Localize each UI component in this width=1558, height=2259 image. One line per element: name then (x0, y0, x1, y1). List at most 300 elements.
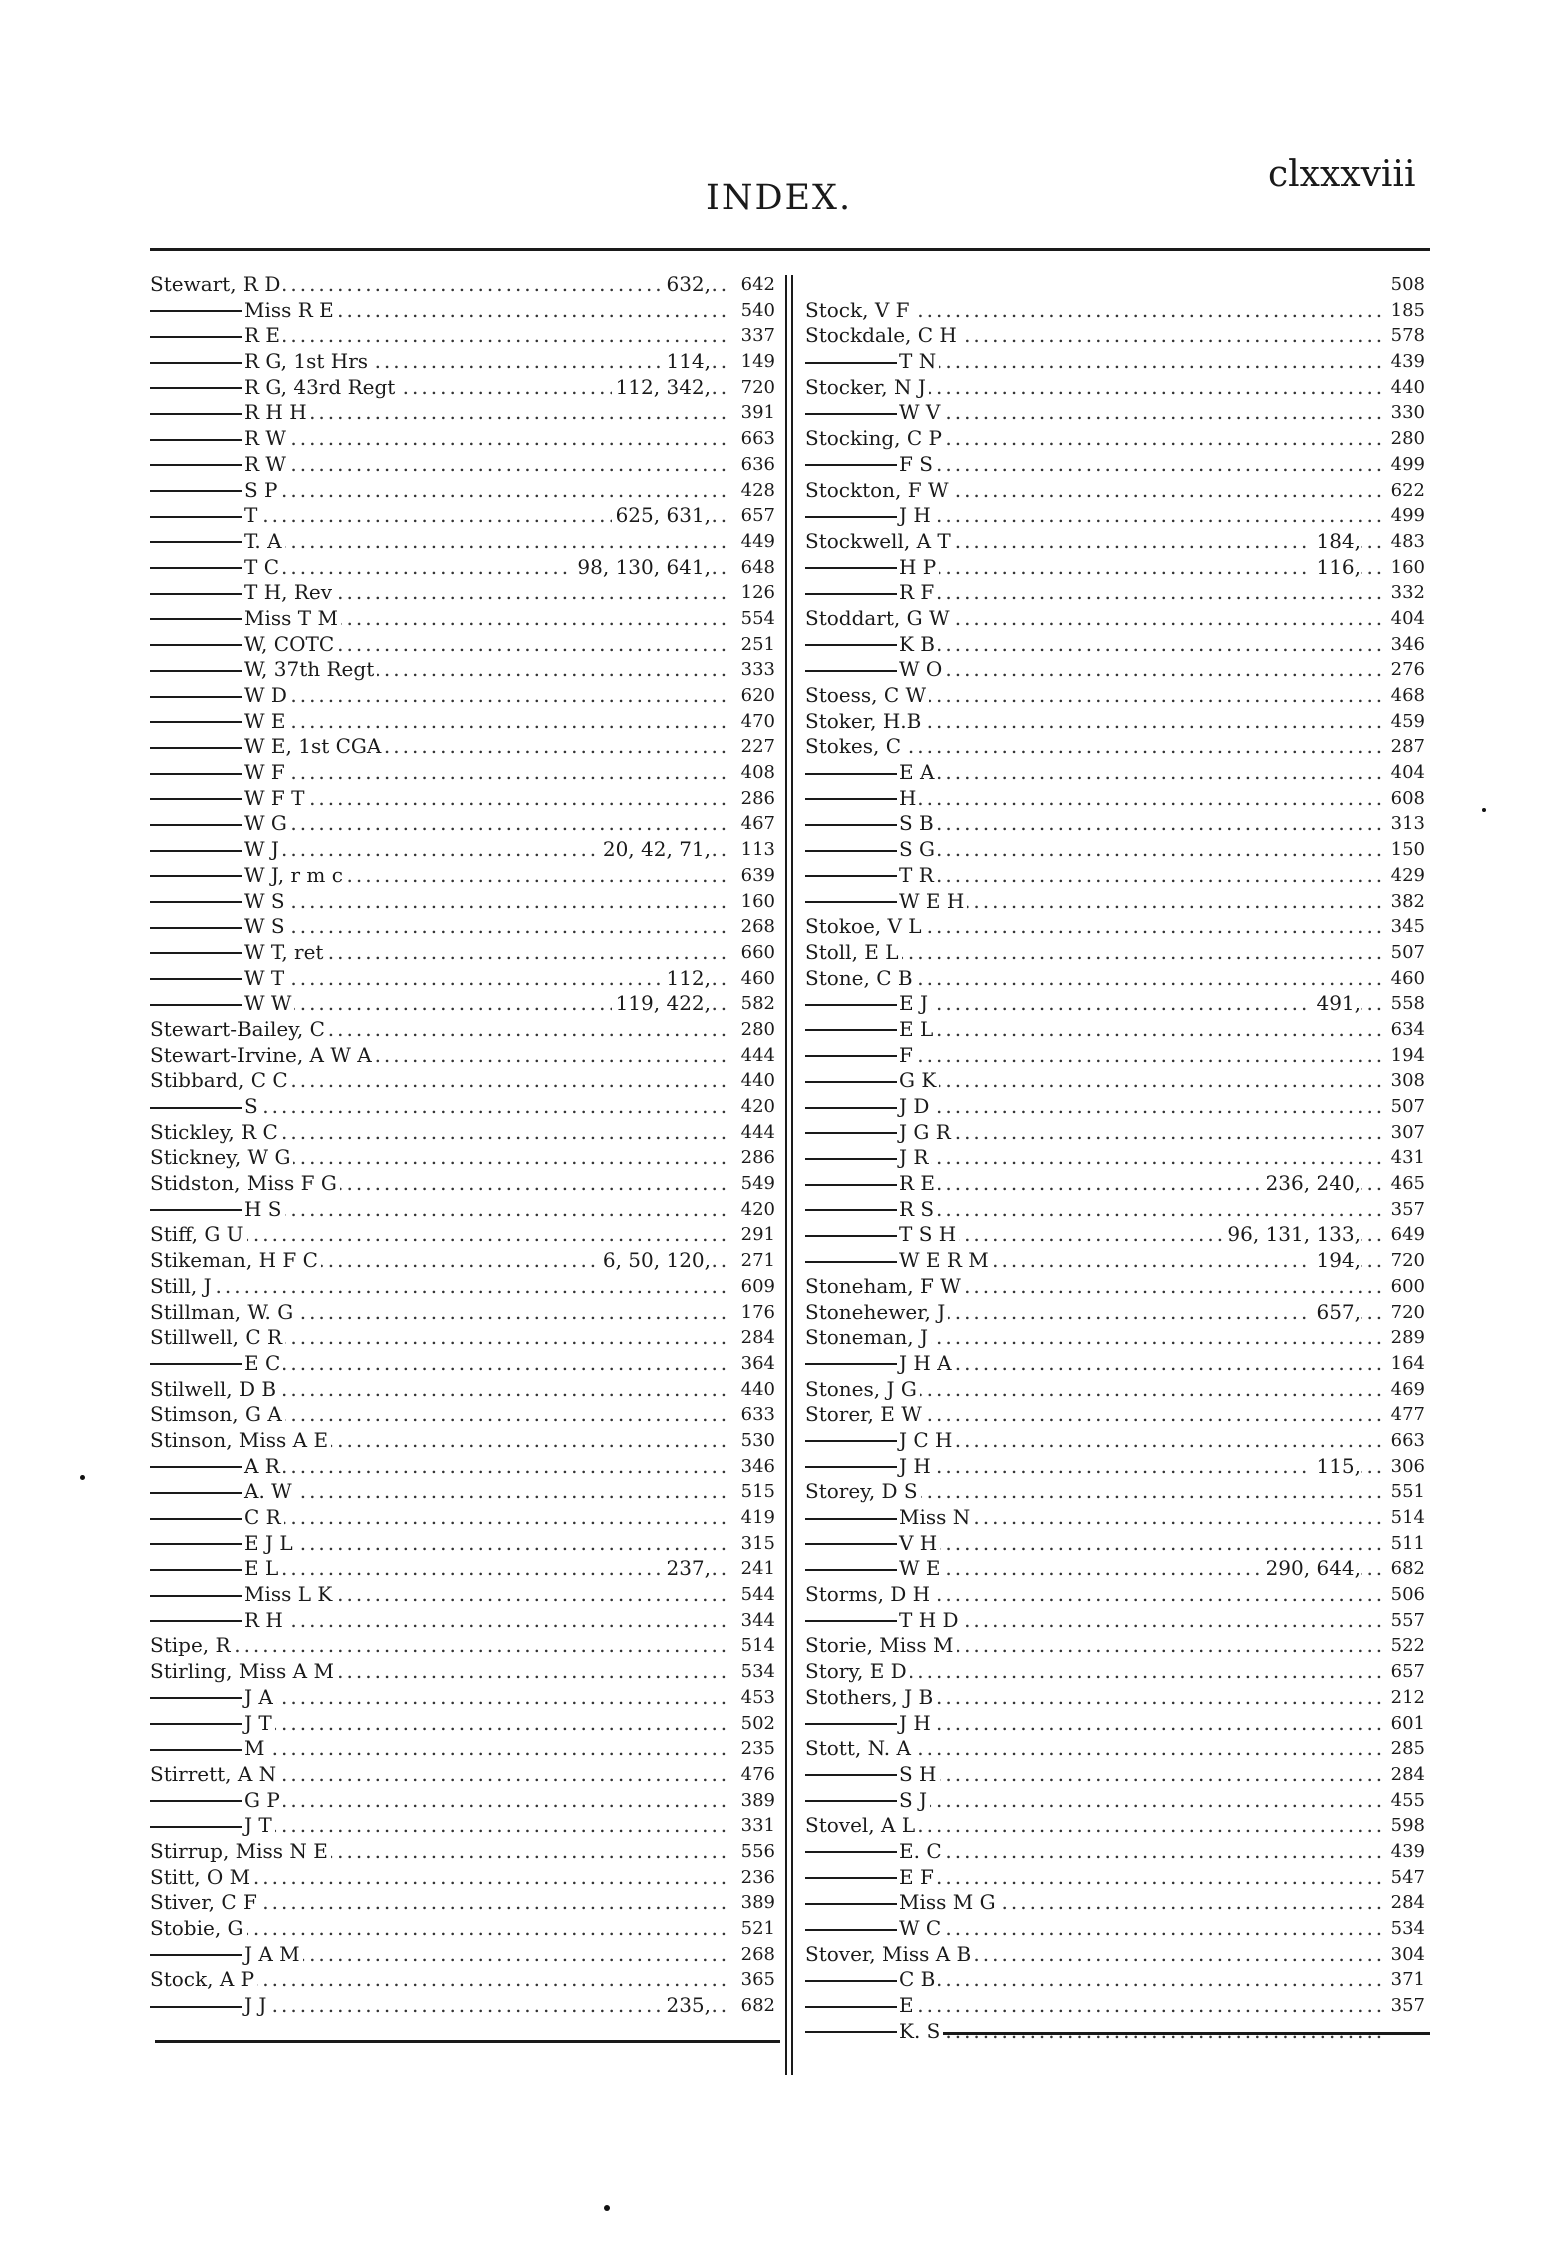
entry-name (150, 1197, 285, 1223)
speck-mark (80, 1475, 85, 1480)
entry-page: 276 (1390, 659, 1425, 681)
entry-name-text: J R (899, 1145, 929, 1170)
entry-page: 657 (740, 505, 775, 527)
index-entry (150, 1120, 775, 1146)
entry-page: 609 (740, 1275, 775, 1297)
index-entry (150, 1993, 775, 2019)
entry-name (150, 1325, 285, 1351)
entry-name-text: E J (899, 991, 928, 1016)
entry-name (150, 1890, 260, 1916)
entry-name-text: Stock, V F (805, 297, 910, 322)
entry-page: 477 (1390, 1404, 1425, 1426)
entry-name-text: T (244, 503, 258, 528)
entry-name-text: A R (244, 1453, 280, 1478)
entry-name (150, 1967, 257, 1993)
entry-name (150, 426, 289, 452)
entry-page: 657 (1390, 1661, 1425, 1683)
index-entry (805, 1351, 1425, 1377)
entry-name-text: Stone, C B (805, 965, 913, 990)
entry-name (805, 1377, 920, 1403)
entry-name (805, 1479, 921, 1505)
ditto-dash (150, 490, 242, 492)
index-entry (150, 400, 775, 426)
entry-name (805, 940, 902, 966)
ditto-dash (805, 1723, 897, 1725)
index-entry (805, 1582, 1425, 1608)
entry-name-text: H S (244, 1196, 282, 1221)
index-entry (805, 452, 1425, 478)
index-entry (805, 1736, 1425, 1762)
entry-name-text: W S (244, 888, 285, 913)
index-entry (150, 529, 775, 555)
entry-name (805, 760, 937, 786)
entry-name (150, 1633, 234, 1659)
index-entry (805, 991, 1425, 1017)
entry-name (805, 991, 931, 1017)
entry-page: 600 (1390, 1275, 1425, 1297)
entry-name-text: Stirling, Miss A M (150, 1659, 334, 1684)
index-entry (150, 1454, 775, 1480)
entry-name (150, 1736, 267, 1762)
ditto-dash (805, 1235, 897, 1237)
index-entry (150, 606, 775, 632)
entry-page: 470 (740, 710, 775, 732)
entry-page: 554 (740, 607, 775, 629)
ditto-dash (150, 696, 242, 698)
ditto-dash (150, 541, 242, 543)
entry-name-text: S H (899, 1761, 937, 1786)
entry-name-text: Stirrup, Miss N E (150, 1838, 328, 1863)
entry-name (805, 2019, 943, 2045)
ditto-dash (150, 850, 242, 852)
entry-page: 420 (740, 1198, 775, 1220)
entry-name-text: S J (899, 1787, 928, 1812)
entry-page: 428 (740, 479, 775, 501)
entry-name (805, 1608, 962, 1634)
entry-name (805, 426, 945, 452)
entry-name-text: Stoker, H.B (805, 708, 922, 733)
entry-name-text: Miss T M (244, 605, 338, 630)
entry-name (805, 1582, 933, 1608)
ditto-dash (805, 516, 897, 518)
ditto-dash (805, 1903, 897, 1905)
index-entry (150, 863, 775, 889)
entry-name (150, 1556, 281, 1582)
ditto-dash (805, 1929, 897, 1931)
entry-refs: 115, (1312, 1454, 1361, 1480)
index-entry (805, 863, 1425, 889)
entry-page: 365 (740, 1969, 775, 1991)
entry-page: 515 (740, 1481, 775, 1503)
ditto-dash (150, 1697, 242, 1699)
entry-name-text: E L (244, 1556, 279, 1581)
bottom-rule (155, 2040, 780, 2043)
ditto-dash (805, 2006, 897, 2008)
page-title: INDEX. (706, 178, 853, 218)
entry-page: 439 (1390, 1840, 1425, 1862)
entry-name-text: R E (244, 323, 281, 348)
entry-name-text: E. C (899, 1838, 942, 1863)
entry-name-text: Miss N (899, 1505, 971, 1529)
entry-name (805, 580, 937, 606)
entry-page: 649 (1390, 1224, 1425, 1246)
index-entry (150, 1197, 775, 1223)
entry-name (805, 1505, 973, 1531)
entry-page: 511 (1390, 1532, 1425, 1554)
entry-page: 682 (1390, 1558, 1425, 1580)
entry-name (805, 1274, 964, 1300)
index-entry (150, 1942, 775, 1968)
entry-name (150, 1120, 281, 1146)
entry-name (805, 1325, 931, 1351)
entry-name-text: W O (899, 657, 943, 682)
index-entry (805, 1993, 1425, 2019)
ditto-dash (150, 362, 242, 364)
index-entry (805, 349, 1425, 375)
entry-name (150, 400, 310, 426)
entry-page: 284 (1390, 1763, 1425, 1785)
entry-page: 499 (1390, 453, 1425, 475)
entry-name (805, 1222, 959, 1248)
ditto-dash (805, 824, 897, 826)
entry-page: 330 (1390, 402, 1425, 424)
entry-name-text: W J, r m c (244, 862, 343, 887)
index-entry (805, 683, 1425, 709)
entry-page: 476 (740, 1763, 775, 1785)
entry-page: 306 (1390, 1455, 1425, 1477)
entry-name (150, 452, 289, 478)
ditto-dash (150, 2006, 242, 2008)
ditto-dash (150, 670, 242, 672)
entry-page: 507 (1390, 941, 1425, 963)
index-entry (805, 632, 1425, 658)
entry-refs: 96, 131, 133, (1223, 1222, 1361, 1248)
entry-name-text: Stillwell, C R (150, 1325, 283, 1350)
entry-name-text: H P (899, 554, 937, 579)
entry-name-text: Stickney, W G (150, 1145, 291, 1170)
index-entry (805, 1659, 1425, 1685)
index-entry (805, 1556, 1425, 1582)
entry-page: 420 (740, 1096, 775, 1117)
entry-page: 126 (740, 582, 775, 604)
entry-page: 444 (740, 1044, 775, 1066)
entry-name (150, 1274, 215, 1300)
entry-page: 633 (740, 1404, 775, 1426)
entry-name (150, 375, 398, 401)
index-entry (805, 1685, 1425, 1711)
entry-name-text: Stokes, C (805, 734, 902, 759)
ditto-dash (150, 1800, 242, 1802)
entry-name-text: Stones, J G (805, 1376, 917, 1401)
entry-name (805, 1633, 957, 1659)
index-column-right (805, 272, 1425, 2044)
ditto-dash (805, 798, 897, 800)
entry-name-text: Still, J (150, 1273, 212, 1298)
index-entry (805, 478, 1425, 504)
entry-name-text: W J (244, 837, 279, 862)
entry-name-text: W E H (899, 888, 965, 913)
index-entry (150, 1967, 775, 1993)
entry-page: 598 (1390, 1815, 1425, 1837)
entry-name (805, 914, 925, 940)
entry-name-text: Stoneman, J (805, 1325, 928, 1350)
entry-name (805, 1916, 944, 1942)
entry-page: 540 (740, 299, 775, 321)
entry-name-text: R H H (244, 400, 307, 425)
entry-name-text: T S H (899, 1222, 957, 1247)
entry-name (150, 1068, 291, 1094)
ditto-dash (150, 1723, 242, 1725)
entry-page: 558 (1390, 993, 1425, 1015)
entry-name-text: T N (899, 349, 937, 374)
ditto-dash (150, 644, 242, 646)
index-entry (150, 1377, 775, 1403)
entry-page: 444 (740, 1121, 775, 1143)
entry-name (805, 1967, 938, 1993)
ditto-dash (150, 1107, 242, 1109)
entry-page: 440 (740, 1378, 775, 1400)
entry-name (805, 837, 938, 863)
entry-name (805, 1068, 939, 1094)
index-entry (805, 786, 1425, 812)
entry-name-text: Stipe, R (150, 1633, 231, 1658)
index-entry (150, 1351, 775, 1377)
entry-refs: 20, 42, 71, (599, 837, 711, 863)
entry-name (150, 940, 326, 966)
index-entry (805, 1865, 1425, 1891)
entry-name-text: E F (899, 1864, 934, 1889)
entry-page: 346 (1390, 633, 1425, 655)
entry-page: 502 (740, 1712, 775, 1734)
ditto-dash (150, 773, 242, 775)
entry-name-text: Stock, A P (150, 1967, 255, 1992)
index-entry (150, 1633, 775, 1659)
entry-name (805, 1197, 937, 1223)
entry-name-text: W V (899, 400, 941, 425)
entry-name (805, 1993, 917, 2019)
entry-name-text: C B (899, 1967, 936, 1992)
entry-name-text: K B (899, 631, 935, 656)
index-entry (805, 811, 1425, 837)
entry-name (150, 709, 289, 735)
entry-name-text: Stokoe, V L (805, 914, 922, 939)
entry-page: 345 (1390, 916, 1425, 938)
entry-page: 404 (1390, 607, 1425, 629)
entry-refs: 112, (662, 966, 711, 992)
entry-name-text: Stocker, N J (805, 374, 926, 399)
ditto-dash (150, 978, 242, 980)
entry-name (805, 1120, 954, 1146)
index-entry (805, 426, 1425, 452)
entry-name-text: J T (244, 1813, 272, 1838)
entry-name-text: W W (244, 991, 292, 1016)
entry-refs: 114, (662, 349, 711, 375)
entry-name (805, 683, 929, 709)
entry-page: 404 (1390, 762, 1425, 784)
ditto-dash (805, 1800, 897, 1802)
entry-page: 483 (1390, 530, 1425, 552)
entry-name-text: Stoll, E L (805, 939, 899, 964)
entry-name (805, 1788, 930, 1814)
entry-name (805, 606, 953, 632)
ditto-dash (150, 1749, 242, 1751)
ditto-dash (150, 798, 242, 800)
entry-name-text: Stinson, Miss A E (150, 1427, 329, 1452)
entry-name (805, 1865, 937, 1891)
index-entry (150, 1068, 775, 1094)
entry-name (150, 1839, 331, 1865)
entry-page: 530 (740, 1429, 775, 1451)
entry-name-text: W S (244, 914, 285, 939)
entry-name (150, 349, 371, 375)
ditto-dash (150, 1826, 242, 1828)
ditto-dash (805, 1055, 897, 1057)
ditto-dash (805, 1440, 897, 1442)
entry-page: 608 (1390, 787, 1425, 809)
entry-name-text: W, 37th Regt (244, 657, 375, 682)
entry-name (150, 1017, 328, 1043)
entry-name (805, 452, 936, 478)
entry-page: 460 (1390, 967, 1425, 989)
ditto-dash (805, 1029, 897, 1031)
entry-page: 468 (1390, 685, 1425, 706)
entry-page: 227 (740, 736, 775, 758)
entry-page: 331 (740, 1815, 775, 1837)
index-entry (150, 1711, 775, 1737)
entry-page: 149 (740, 351, 775, 373)
entry-page: 389 (740, 1892, 775, 1914)
index-entry (805, 1505, 1425, 1531)
index-entry (805, 1068, 1425, 1094)
entry-name (805, 1145, 931, 1171)
entry-name (805, 1300, 948, 1326)
entry-name (805, 1659, 910, 1685)
ditto-dash (150, 1466, 242, 1468)
entry-name-text: Stockwell, A T (805, 528, 951, 553)
entry-name-text: Stilwell, D B (150, 1376, 277, 1401)
entry-name-text: Stimson, G A (150, 1402, 282, 1427)
entry-name (150, 606, 341, 632)
ditto-dash (805, 901, 897, 903)
entry-name (150, 1659, 337, 1685)
speck-mark (1482, 808, 1486, 812)
entry-name (805, 1428, 955, 1454)
entry-name-text: F (899, 1042, 913, 1067)
ditto-dash (150, 1543, 242, 1545)
index-entry (150, 272, 775, 298)
index-entry (150, 503, 775, 529)
ditto-dash (150, 875, 242, 877)
entry-page: 286 (740, 787, 775, 809)
ditto-dash (150, 1569, 242, 1571)
entry-name (150, 863, 346, 889)
entry-page: 391 (740, 402, 775, 424)
ditto-dash (150, 824, 242, 826)
entry-page: 642 (740, 274, 775, 295)
entry-refs: 290, 644, (1262, 1556, 1361, 1582)
entry-page: 419 (740, 1507, 775, 1528)
entry-page: 440 (1390, 376, 1425, 398)
entry-name (805, 1711, 934, 1737)
index-entry (150, 1402, 775, 1428)
entry-name (805, 1402, 925, 1428)
index-entry (150, 478, 775, 504)
entry-name (150, 991, 294, 1017)
index-column-left (150, 272, 775, 2019)
entry-name (805, 1043, 916, 1069)
entry-name (805, 1736, 914, 1762)
ditto-dash (150, 618, 242, 620)
entry-name-text: E L (899, 1016, 934, 1041)
entry-name (805, 323, 960, 349)
entry-page: 235 (740, 1738, 775, 1760)
entry-page: 194 (1390, 1044, 1425, 1066)
entry-name (150, 1300, 296, 1326)
entry-page: 469 (1390, 1378, 1425, 1400)
entry-name-text: Stirrett, A N (150, 1761, 277, 1786)
ditto-dash (150, 387, 242, 389)
ditto-dash (805, 1543, 897, 1545)
entry-name (150, 657, 377, 683)
entry-name (805, 786, 919, 812)
entry-name (805, 529, 954, 555)
entry-name-text: Stewart, R D (150, 272, 281, 296)
entry-name (150, 555, 282, 581)
entry-page: 333 (740, 659, 775, 681)
entry-name-text: J T (244, 1710, 272, 1735)
index-entry (805, 1454, 1425, 1480)
entry-name-text: Miss M G (899, 1890, 996, 1915)
entry-refs: 632, (662, 272, 711, 298)
entry-page: 506 (1390, 1584, 1425, 1606)
entry-name (805, 1248, 992, 1274)
entry-page: 499 (1390, 505, 1425, 527)
index-entry (805, 580, 1425, 606)
entry-page: 431 (1390, 1147, 1425, 1169)
entry-name-text: Stibbard, C C (150, 1068, 288, 1093)
index-entry (150, 1556, 775, 1582)
entry-name (805, 734, 904, 760)
entry-page: 268 (740, 916, 775, 938)
entry-refs: 119, 422, (612, 991, 711, 1017)
index-entry (805, 1377, 1425, 1403)
ditto-dash (805, 413, 897, 415)
index-entry (150, 1300, 775, 1326)
entry-name (150, 1094, 261, 1120)
ditto-dash (805, 567, 897, 569)
entry-refs: 491, (1312, 991, 1361, 1017)
entry-page: 439 (1390, 351, 1425, 373)
column-divider (785, 275, 787, 2075)
entry-page: 287 (1390, 736, 1425, 758)
entry-name (805, 1839, 945, 1865)
entry-name (805, 966, 916, 992)
entry-name-text: W T, ret (244, 939, 324, 964)
index-entry (150, 1043, 775, 1069)
index-entry (150, 555, 775, 581)
entry-page: 346 (740, 1455, 775, 1477)
entry-name (805, 1556, 944, 1582)
entry-name-text: Stockton, F W (805, 477, 949, 502)
entry-page: 113 (740, 839, 775, 861)
entry-name-text: J A M (244, 1941, 300, 1966)
index-entry (150, 1659, 775, 1685)
entry-page: 371 (1390, 1969, 1425, 1991)
entry-name-text: M (244, 1736, 265, 1761)
entry-name-text: Story, E D (805, 1659, 907, 1684)
entry-page: 236 (740, 1866, 775, 1888)
ditto-dash (150, 1004, 242, 1006)
